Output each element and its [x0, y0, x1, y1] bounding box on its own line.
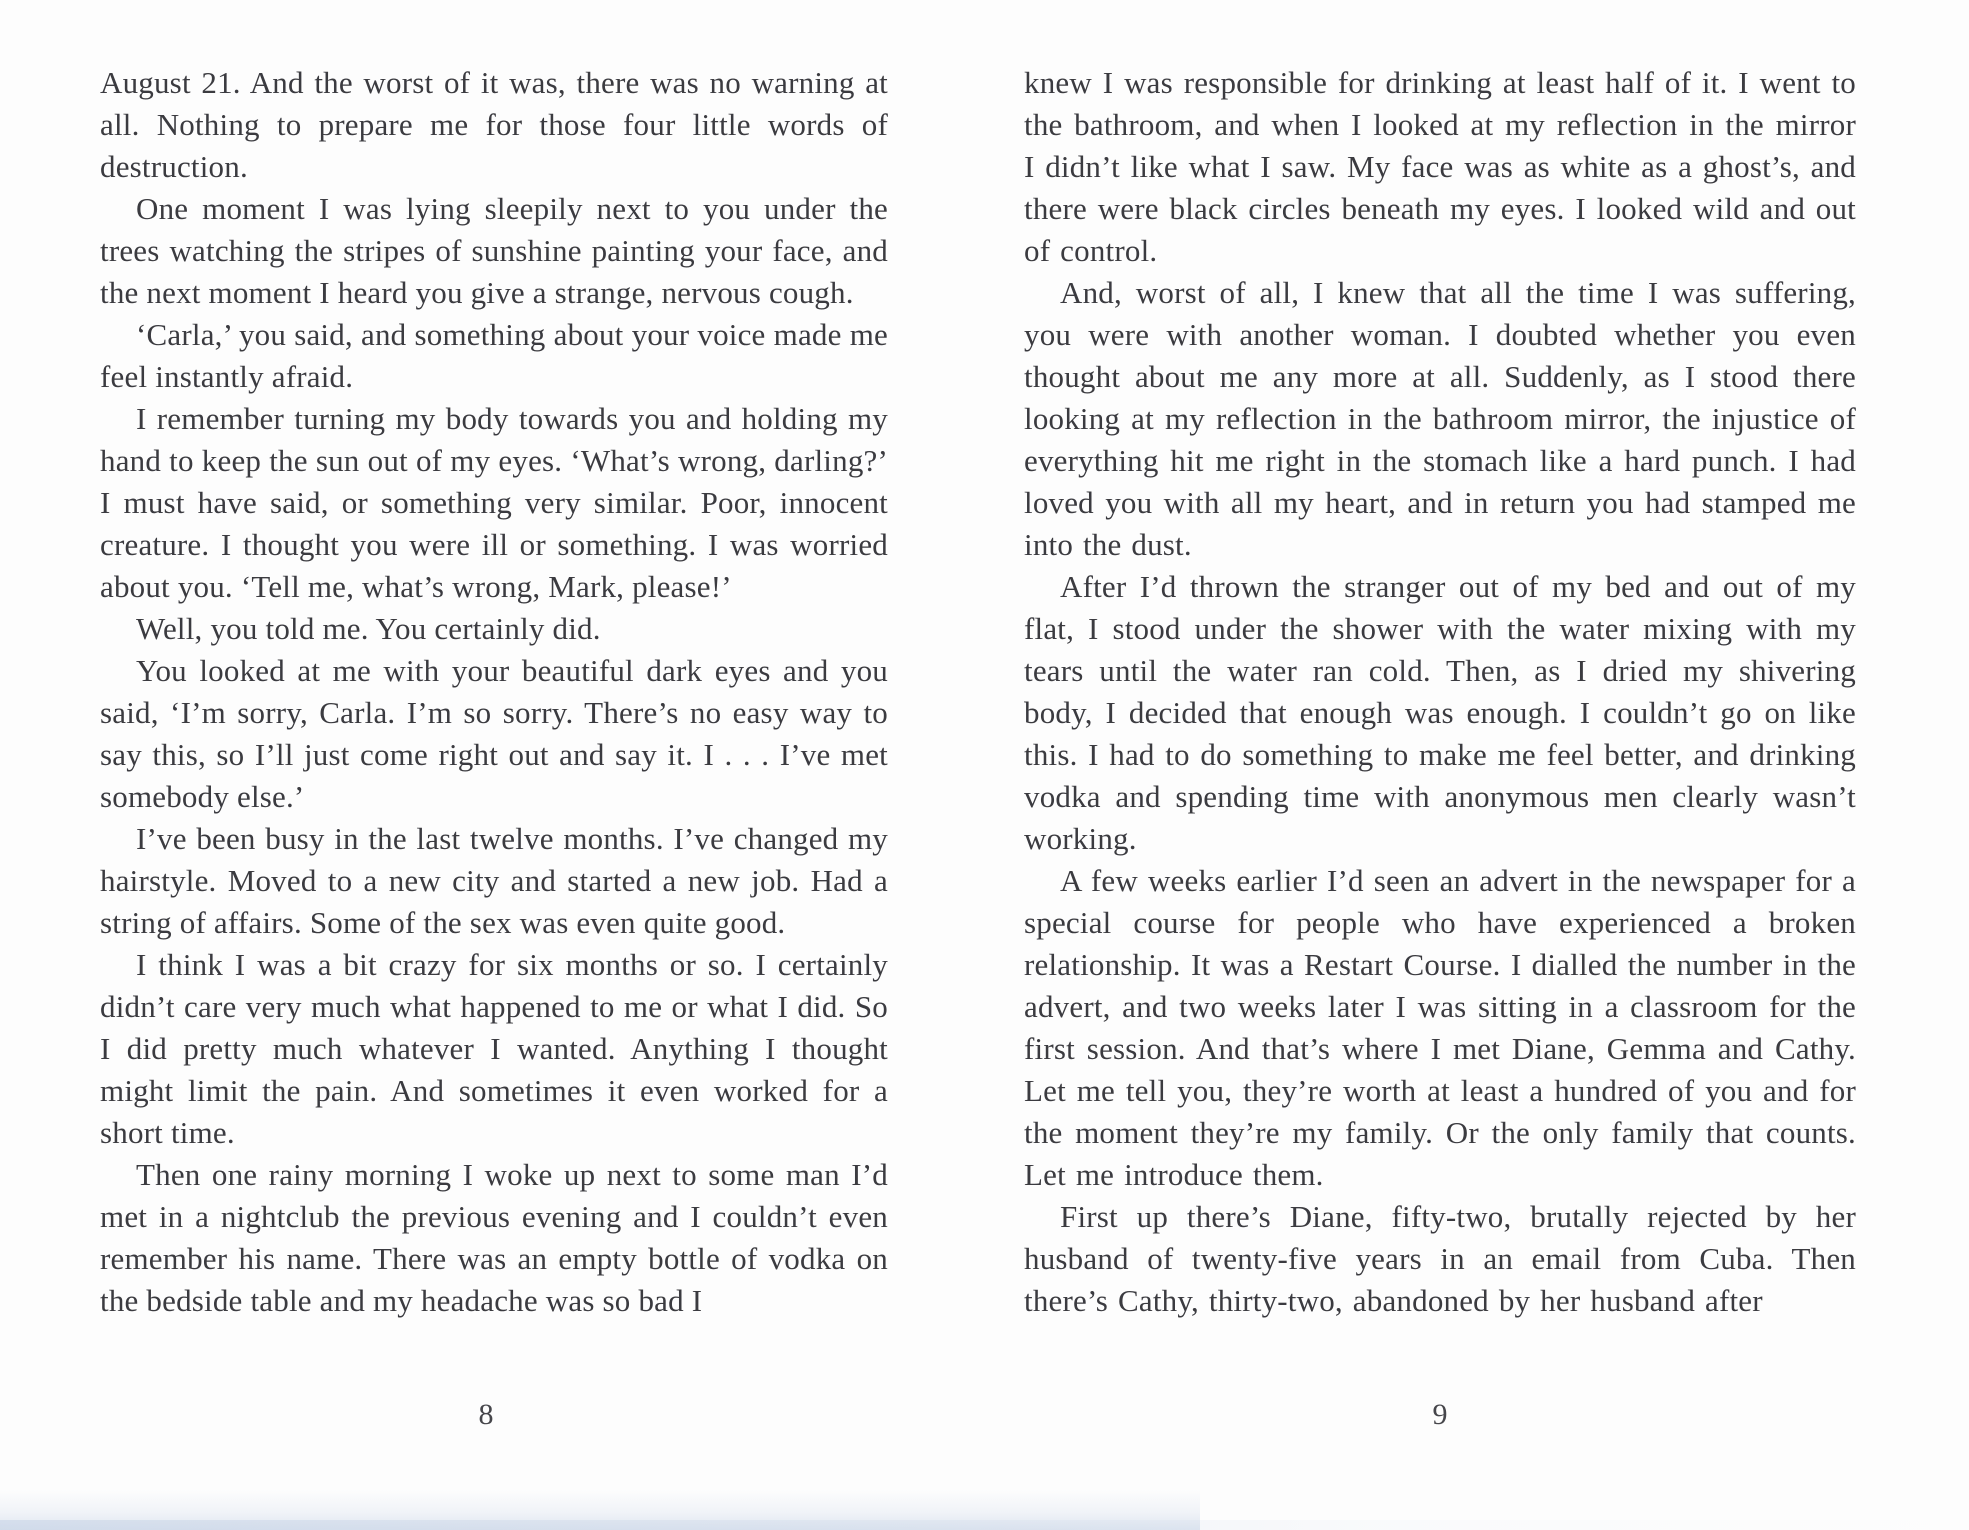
paragraph: And, worst of all, I knew that all the time I was suffering, you were with another woman. I doubted whether you even thought about me any more at all. Suddenly, as I stood there looking at my reflection in the bathroom mirror, the injustice of everything hit me right in the stomach like a hard punch. I had loved you with all my heart, and in return you had stamped me into the dust. — [1024, 275, 1856, 562]
paragraph: I’ve been busy in the last twelve months. I’ve changed my hairstyle. Moved to a new city and started a new job. Had a string of affairs. Some of the sex was even quite good. — [100, 821, 888, 940]
right-page — [984, 0, 1969, 1530]
paragraph: One moment I was lying sleepily next to you under the trees watching the stripes of sunshine painting your face, and the next moment I heard you give a strange, nervous cough. — [100, 191, 888, 310]
paragraph: knew I was responsible for drinking at least half of it. I went to the bathroom, and when I looked at my reflection in the mirror I didn’t like what I saw. My face was as white as a ghost’s, and there were black circles beneath my eyes. I looked wild and out of control. — [1024, 65, 1856, 268]
paragraph: You looked at me with your beautiful dark eyes and you said, ‘I’m sorry, Carla. I’m so sorry. There’s no easy way to say this, so I’ll just come right out and say it. I . . . I’ve met somebody else.’ — [100, 653, 888, 814]
paragraph: ‘Carla,’ you said, and something about your voice made me feel instantly afraid. — [100, 317, 888, 394]
left-page-number: 8 — [478, 1398, 494, 1431]
paragraph: First up there’s Diane, fifty-two, brutally rejected by her husband of twenty-five years in an email from Cuba. Then there’s Cathy, thirty-two, abandoned by her husband after — [1024, 1199, 1856, 1318]
left-page-text — [100, 62, 888, 1322]
right-page-text — [1024, 62, 1856, 1322]
paragraph: Then one rainy morning I woke up next to some man I’d met in a nightclub the previous evening and I couldn’t even remember his name. There was an empty bottle of vodka on the bedside table and my headache was so bad I — [100, 1157, 888, 1318]
paragraph: A few weeks earlier I’d seen an advert in the newspaper for a special course for people who have experienced a broken relationship. It was a Restart Course. I dialled the number in the advert, and two weeks later I was sitting in a classroom for the first session. And that’s where I met Diane, Gemma and Cathy. Let me tell you, they’re worth at least a hundred of you and for the moment they’re my family. Or the only family that counts. Let me introduce them. — [1024, 863, 1856, 1192]
left-page — [0, 0, 984, 1530]
paragraph: August 21. And the worst of it was, there was no warning at all. Nothing to prepare me for those four little words of destruction. — [100, 65, 888, 184]
right-page-number: 9 — [1432, 1398, 1448, 1431]
paragraph: Well, you told me. You certainly did. — [136, 611, 601, 646]
paragraph: I think I was a bit crazy for six months or so. I certainly didn’t care very much what happened to me or what I did. So I did pretty much whatever I wanted. Anything I thought might limit the pain. And sometimes it even worked for a short time. — [100, 947, 888, 1150]
paragraph: After I’d thrown the stranger out of my bed and out of my flat, I stood under the shower with the water mixing with my tears until the water ran cold. Then, as I dried my shivering body, I decided that enough was enough. I couldn’t go on like this. I had to do something to make me feel better, and drinking vodka and spending time with anonymous men clearly wasn’t working. — [1024, 569, 1856, 856]
paragraph: I remember turning my body towards you and holding my hand to keep the sun out of my eyes. ‘What’s wrong, darling?’ I must have said, or something very similar. Poor, innocent creature. I thought you were ill or something. I was worried about you. ‘Tell me, what’s wrong, Mark, please!’ — [100, 401, 888, 604]
